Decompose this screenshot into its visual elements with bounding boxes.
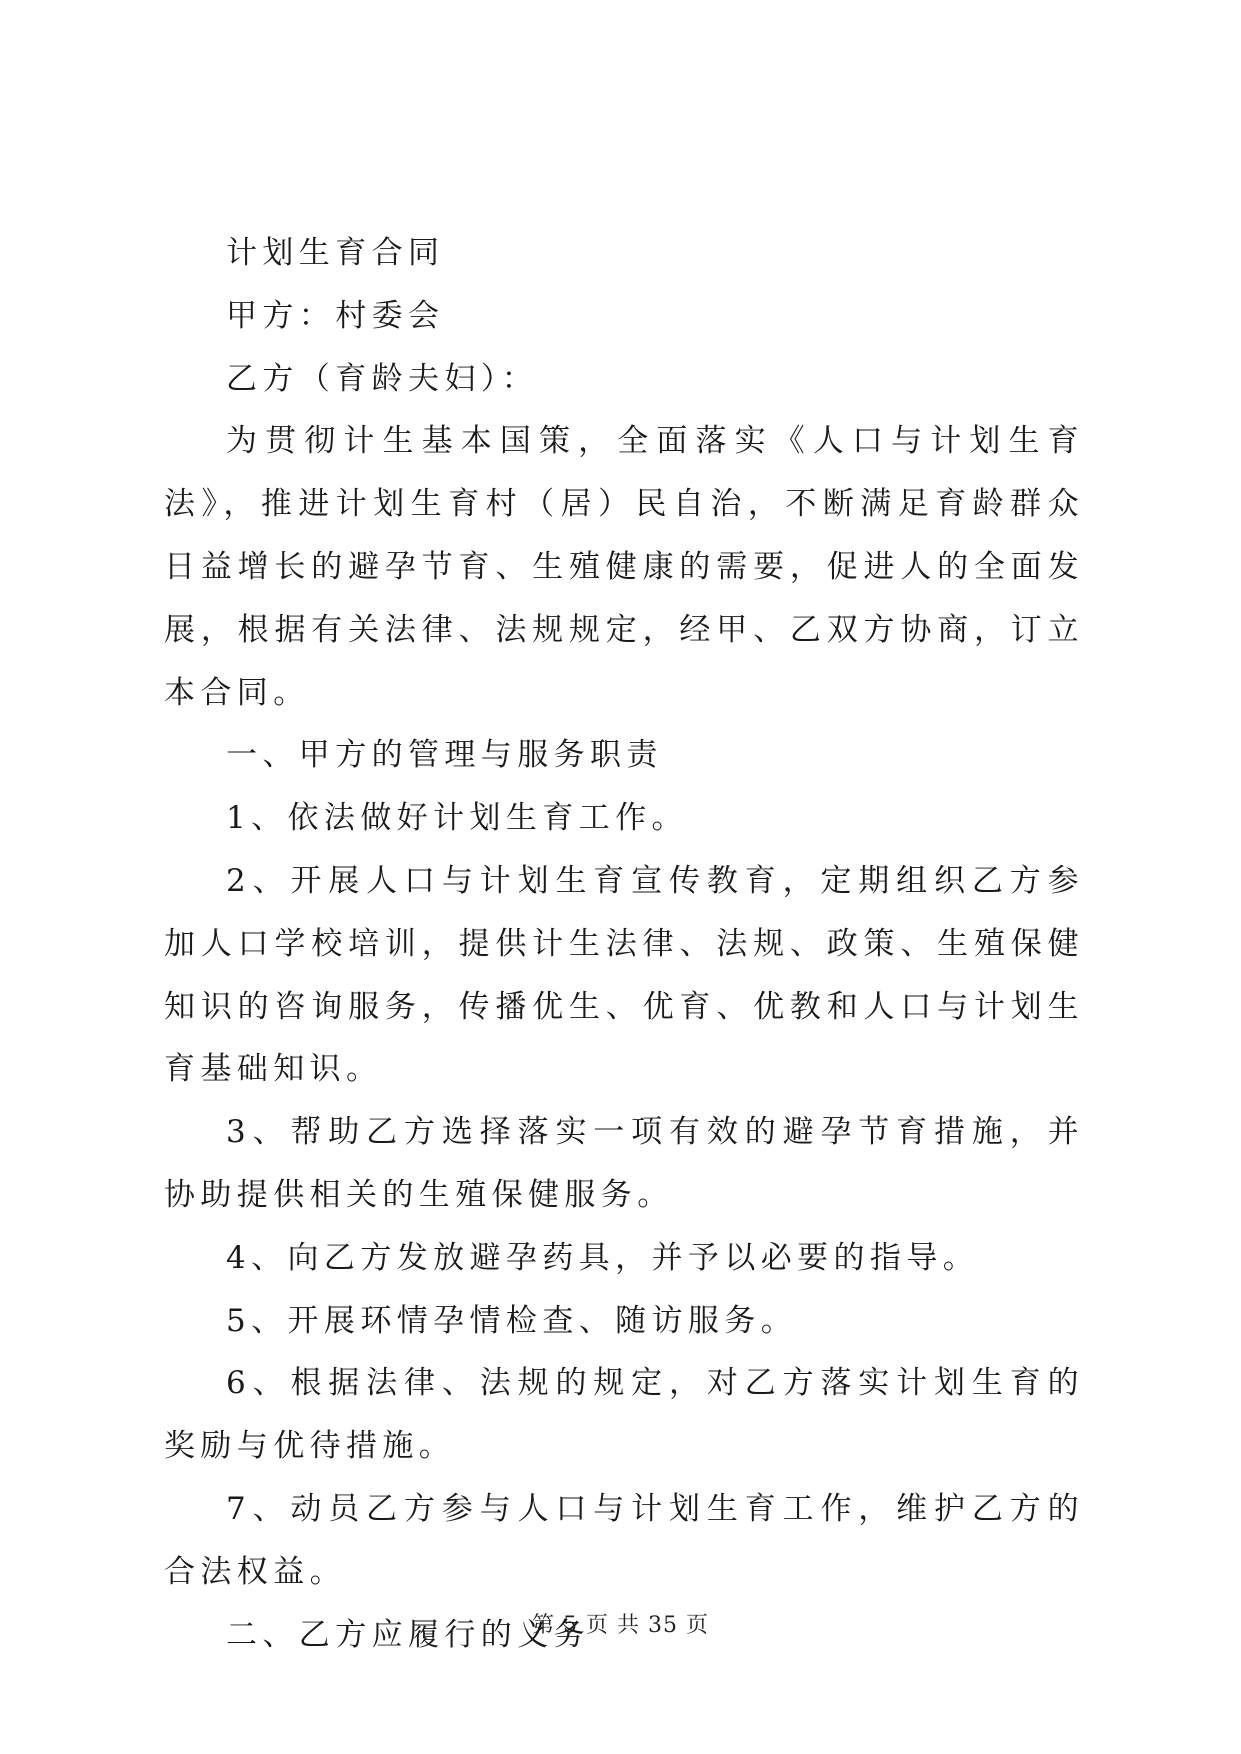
clause-1: 1、依法做好计划生育工作。	[226, 800, 688, 837]
section-heading-2: 二、乙方应履行的义务	[226, 1616, 590, 1653]
preamble-paragraph: 为贯彻计生基本国策，全面落实《人口与计划生育法》，推进计划生育村（居）民自治，不断满足育龄群众日益增长的避孕节育、生殖健康的需要，促进人的全面发展，根据有关法律、法规规定，经甲、乙双方协商，订立本合同。	[164, 423, 1084, 711]
clause-5: 5、开展环情孕情检查、随访服务。	[226, 1302, 798, 1339]
clause-7: 7、动员乙方参与人口与计划生育工作，维护乙方的合法权益。	[164, 1490, 1084, 1590]
clause-4: 4、向乙方发放避孕药具，并予以必要的指导。	[226, 1239, 980, 1276]
clause-2: 2、开展人口与计划生育宣传教育，定期组织乙方参加人口学校培训，提供计生法律、法规、政策、生殖保健知识的咨询服务，传播优生、优育、优教和人口与计划生育基础知识。	[164, 862, 1084, 1088]
party-a-line: 甲方：村委会	[226, 297, 445, 334]
section-heading-1: 一、甲方的管理与服务职责	[226, 737, 663, 774]
document-title: 计划生育合同	[226, 235, 445, 271]
clause-6: 6、根据法律、法规的规定，对乙方落实计划生育的奖励与优待措施。	[164, 1365, 1084, 1465]
party-b-line: 乙方（育龄夫妇）：	[226, 360, 539, 397]
document-body	[164, 222, 1084, 1666]
clause-3: 3、帮助乙方选择落实一项有效的避孕节育措施，并协助提供相关的生殖保健服务。	[164, 1114, 1084, 1213]
page-number-footer: 第 5 页 共 35 页	[532, 1613, 709, 1638]
